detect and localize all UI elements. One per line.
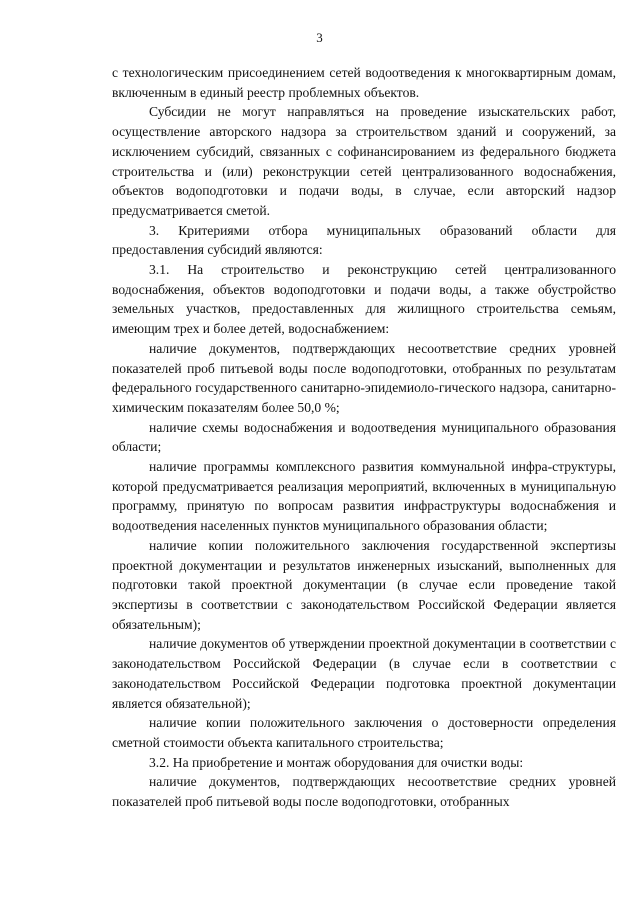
paragraph-water-quality-documents-2: наличие документов, подтверждающих несоответствие средних уровней показателей проб питьевой воды после водоподготовки, отобранных [112, 774, 616, 810]
paragraph-continuation: с технологическим присоединением сетей водоотведения к многоквартирным домам, включенным в единый реестр проблемных объектов. [112, 65, 616, 100]
paragraph-water-scheme: наличие схемы водоснабжения и водоотведения муниципального образования области; [112, 419, 616, 455]
paragraph-state-expertise: наличие копии положительного заключения государственной экспертизы проектной документации и результатов инженерных изысканий, выполненных для подготовки такой проектной документации (в случае если проведение такой экспертизы в соответствии с законодательством Российской Федерации является обязательным); [112, 537, 616, 632]
document-body [112, 63, 616, 812]
paragraph-project-approval: наличие документов об утверждении проектной документации в соответствии с законодательством Российской Федерации (в случае если в соответствии с законодательством Российской Федерации подготовка проектной документации является обязательной); [112, 636, 616, 711]
paragraph-subsidy-restrictions: Субсидии не могут направляться на проведение изыскательских работ, осуществление авторского надзора за строительством зданий и сооружений, за исключением субсидий, связанных с софинансированием из федерального бюджета строительства и (или) реконструкции сетей централизованного водоснабжения, объектов водоподготовки и подачи воды, в случае, если авторский надзор предусматривается сметой. [112, 104, 616, 218]
paragraph-infrastructure-program: наличие программы комплексного развития коммунальной инфра-структуры, которой предусматривается реализация мероприятий, включенных в муниципальную программу, принятую по вопросам развития инфраструктуры водоснабжения и водоотведения населенных пунктов муниципального образования области; [112, 459, 616, 534]
paragraph-selection-criteria: 3. Критериями отбора муниципальных образований области для предоставления субсидий являются: [112, 222, 616, 258]
paragraph-criteria-3-1: 3.1. На строительство и реконструкцию сетей централизованного водоснабжения, объектов водоподготовки и подачи воды, а также обустройство земельных участков, предоставленных для жилищного строительства семьям, имеющим трех и более детей, водоснабжением: [112, 262, 616, 337]
paragraph-water-quality-documents: наличие документов, подтверждающих несоответствие средних уровней показателей проб питьевой воды после водоподготовки, отобранных по результатам федерального государственного санитарно-эпидемиоло-гического надзора, санитарно-химическим показателям более 50,0 %; [112, 340, 616, 415]
paragraph-criteria-3-2: 3.2. На приобретение и монтаж оборудования для очистки воды: [149, 754, 524, 770]
paragraph-cost-reliability: наличие копии положительного заключения о достоверности определения сметной стоимости объекта капитального строительства; [112, 715, 616, 750]
page-number: 3 [316, 30, 323, 45]
